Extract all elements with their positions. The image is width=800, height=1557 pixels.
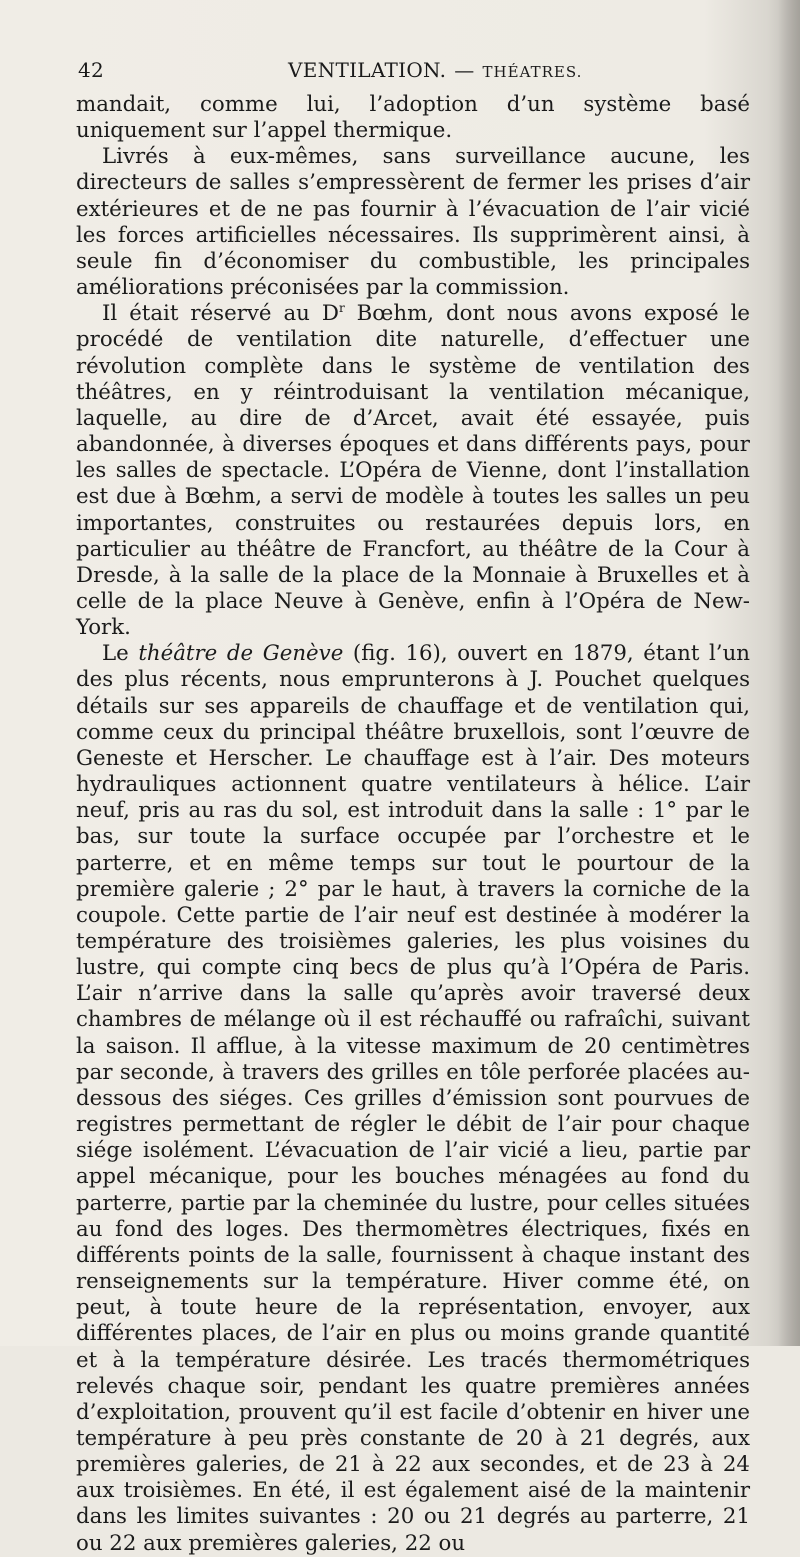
page-number: 42 [78,58,105,82]
paragraph-4 [76,641,750,1556]
section-title: THÉATRES. [482,63,583,81]
doctor-abbrev-sup: r [338,301,345,316]
running-title [288,58,582,82]
paragraph-1: mandait, comme lui, l’adoption d’un système basé uniquement sur l’appel thermique. [76,92,750,144]
theatre-name-italic: théâtre de Genève [138,641,344,667]
paragraph-3-start: Il était réservé au D [102,301,339,327]
chapter-title: VENTILATION. [288,58,447,82]
paragraph-2: Livrés à eux-mêmes, sans surveillance aucune, les directeurs de salles s’empressèrent de fermer les prises d’air extérieures et de ne pas fournir à l’évacuation de l’air vicié les forces artificielles nécessaires. Ils supprimèrent ainsi, à seule fin d’économiser du combustible, les principales améliorations préconisées par la commission. [76,144,750,301]
body-text [76,92,750,1557]
paragraph-4-start: Le [102,641,139,667]
paragraph-3 [76,301,750,641]
paragraph-3-rest: Bœhm, dont nous avons exposé le procédé de ventilation dite naturelle, d’effectuer une révolution complète dans le système de ventilation des théâtres, en y réintroduisant la ventilation mécanique, laquelle, au dire de d’Arcet, avait été essayée, puis abandonnée, à diverses époques et dans différents pays, pour les salles de spectacle. L’Opéra de Vienne, dont l’installation est due à Bœhm, a servi de modèle à toutes les salles un peu importantes, construites ou restaurées depuis lors, en particulier au théâtre de Francfort, au théâtre de la Cour à Dresde, à la salle de la place de la Monnaie à Bruxelles et à celle de la place Neuve à Genève, enfin à l’Opéra de New-York. [76,301,750,641]
title-dash: — [454,58,475,82]
page-edge-shadow [778,0,800,1346]
paragraph-4-rest: (fig. 16), ouvert en 1879, étant l’un des plus récents, nous emprunterons à J. Pouchet quelques détails sur ses appareils de chauffage et de ventilation qui, comme ceux du principal théâtre bruxellois, sont l’œuvre de Geneste et Herscher. Le chauffage est à l’air. Des moteurs hydrauliques actionnent quatre ventilateurs à hélice. L’air neuf, pris au ras du sol, est introduit dans la salle : 1° par le bas, sur toute la surface occupée par l’orchestre et le parterre, et en même temps sur tout le pourtour de la première galerie ; 2° par le haut, à travers la corniche de la coupole. Cette partie de l’air neuf est destinée à modérer la température des troisièmes galeries, les plus voisines du lustre, qui compte cinq becs de plus qu’à l’Opéra de Paris. L’air n’arrive dans la salle qu’après avoir traversé deux chambres de mélange où il est réchauffé ou rafraîchi, suivant la saison. Il afflue, à la vitesse maximum de 20 centimètres par seconde, à travers des grilles en tôle perforée placées au-dessous des siéges. Ces grilles d’émission sont pourvues de registres permettant de régler le débit de l’air pour chaque siége isolément. L’évacuation de l’air vicié a lieu, partie par appel mécanique, pour les bouches ménagées au fond du parterre, partie par la cheminée du lustre, pour celles situées au fond des loges. Des thermomètres électriques, fixés en différents points de la salle, fournissent à chaque instant des renseignements sur la température. Hiver comme été, on peut, à toute heure de la représentation, envoyer, aux différentes places, de l’air en plus ou moins grande quantité et à la température désirée. Les tracés thermométriques relevés chaque soir, pendant les quatre premières années d’exploitation, prouvent qu’il est facile d’obtenir en hiver une température à peu près constante de 20 à 21 degrés, aux premières galeries, de 21 à 22 aux secondes, et de 23 à 24 aux troisièmes. En été, il est également aisé de la maintenir dans les limites suivantes : 20 ou 21 degrés au parterre, 21 ou 22 aux premières galeries, 22 ou [76,641,751,1556]
running-head [78,58,752,88]
